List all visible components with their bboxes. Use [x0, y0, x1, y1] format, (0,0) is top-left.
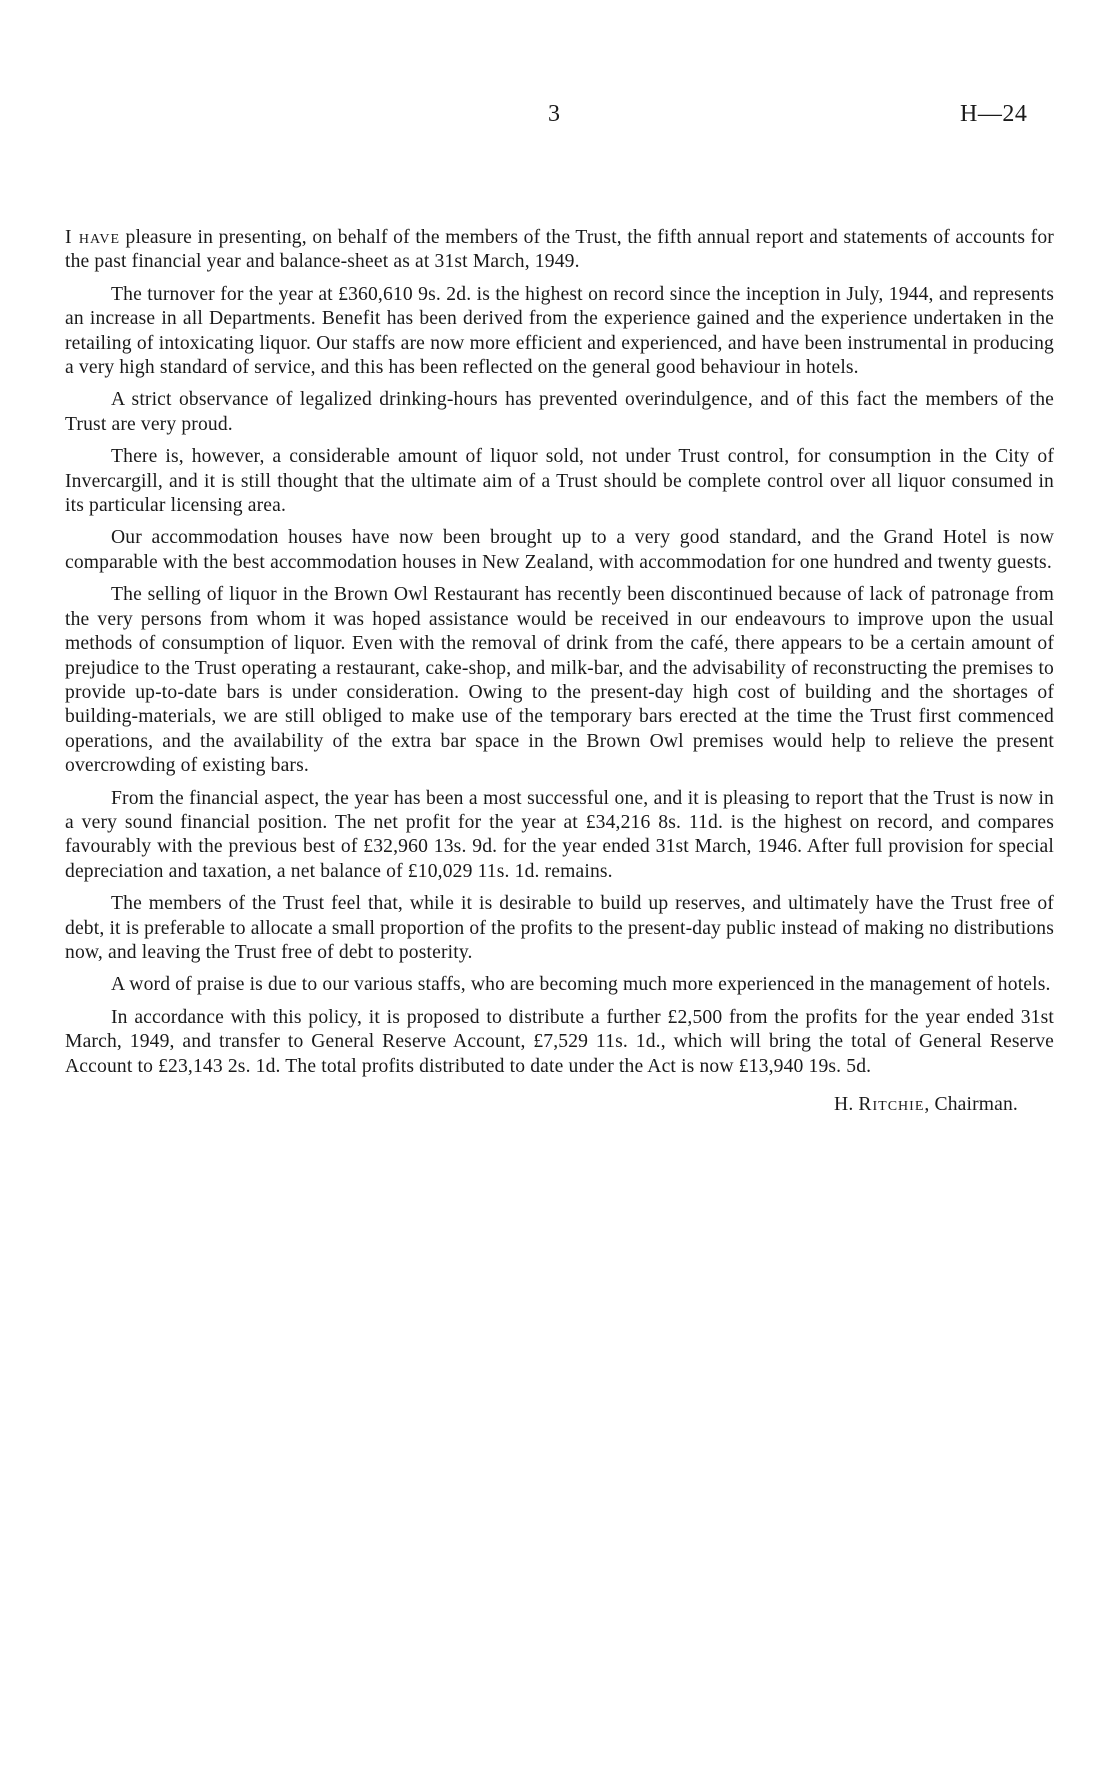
document-reference: H—24 — [960, 101, 1028, 127]
paragraph-liquor-control: There is, however, a considerable amount of liquor sold, not under Trust control, for consumption in the City of Invercargill, and it is still thought that the ultimate aim of a Trust should be complete control over all liquor consumed in its particular licensing area. — [65, 446, 1054, 517]
paragraph-brown-owl: The selling of liquor in the Brown Owl Restaurant has recently been discontinued because of lack of patronage from the very persons from whom it was hoped assistance would be received in our endeavours to improve upon the usual methods of consumption of liquor. Even with the removal of drink from the café, there appears to be a certain amount of prejudice to the Trust operating a restaurant, cake-shop, and milk-bar, and the advisability of reconstructing the premises to provide up-to-date bars is under consideration. Owing to the present-day high cost of building and the shortages of building-materials, we are still obliged to make use of the temporary bars erected at the time the Trust first commenced operations, and the availability of the extra bar space in the Brown Owl premises would help to relieve the present overcrowding of existing bars. — [65, 584, 1054, 777]
paragraph-distribution: In accordance with this policy, it is proposed to distribute a further £2,500 from the profits for the year ended 31st March, 1949, and transfer to General Reserve Account, £7,529 11s. 1d., which will bring the total of General Reserve Account to £23,143 2s. 1d. The total profits distributed to date under the Act is now £13,940 19s. 5d. — [65, 1006, 1054, 1077]
report-body — [65, 226, 1054, 1117]
paragraph-introduction — [65, 226, 1054, 275]
signature-line — [65, 1093, 1054, 1117]
signature-surname: Ritchie — [858, 1094, 925, 1115]
signature-title: , Chairman. — [924, 1094, 1018, 1115]
paragraph-accommodation: Our accommodation houses have now been brought up to a very good standard, and the Grand Hotel is now comparable with the best accommodation houses in New Zealand, with accommodation for one hundred and twenty guests. — [65, 527, 1054, 573]
page-number: 3 — [548, 101, 560, 127]
signature-initial: H. — [834, 1094, 859, 1115]
paragraph-lead-words: I have — [65, 227, 120, 248]
paragraph-introduction-text: pleasure in presenting, on behalf of the members of the Trust, the fifth annual report and statements of accounts for the past financial year and balance-sheet as at 31st March, 1949. — [65, 227, 1054, 273]
paragraph-financial: From the financial aspect, the year has been a most successful one, and it is pleasing to report that the Trust is now in a very sound financial position. The net profit for the year at £34,216 8s. 11d. is the highest on record, and compares favourably with the previous best of £32,960 13s. 9d. for the year ended 31st March, 1946. After full provision for special depreciation and taxation, a net balance of £10,029 11s. 1d. remains. — [65, 787, 1054, 882]
paragraph-reserves: The members of the Trust feel that, while it is desirable to build up reserves, and ultimately have the Trust free of debt, it is preferable to allocate a small proportion of the profits to the present-day public instead of making no distributions now, and leaving the Trust free of debt to posterity. — [65, 893, 1054, 963]
paragraph-staff-praise: A word of praise is due to our various staffs, who are becoming much more experienced in the management of hotels. — [111, 974, 1051, 996]
paragraph-turnover: The turnover for the year at £360,610 9s. 2d. is the highest on record since the inception in July, 1944, and represents an increase in all Departments. Benefit has been derived from the experience gained and the experience undertaken in the retailing of intoxicating liquor. Our staffs are now more efficient and experienced, and have been instrumental in producing a very high standard of service, and this has been reflected on the general good behaviour in hotels. — [65, 283, 1054, 379]
paragraph-drinking-hours: A strict observance of legalized drinking-hours has prevented overindulgence, and of this fact the members of the Trust are very proud. — [65, 389, 1054, 435]
